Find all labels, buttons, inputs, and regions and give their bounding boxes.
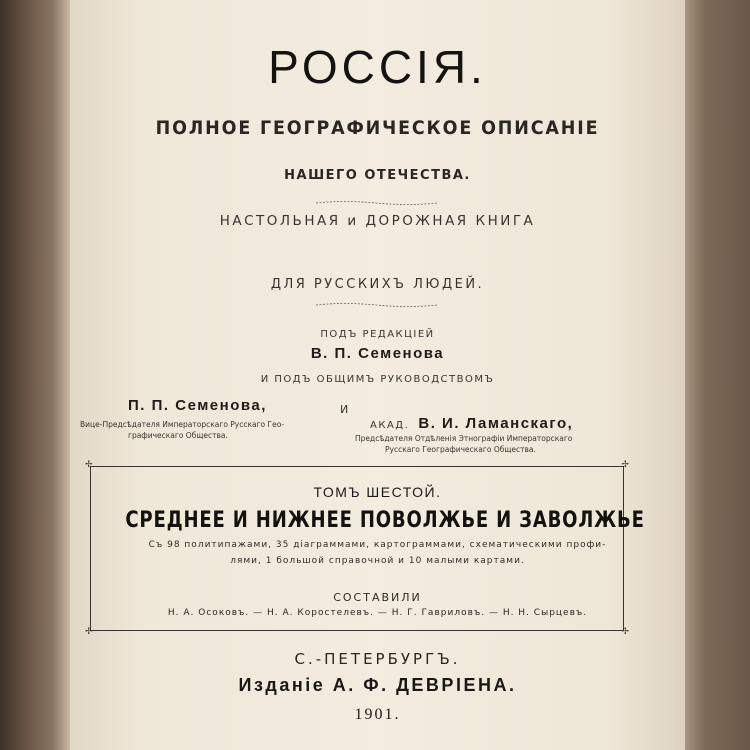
editor-name: В. П. Семенова [310,345,445,362]
volume-label: ТОМЪ ШЕСТОЙ. [313,484,442,500]
frame-corner-ornament: ✢ [85,627,93,637]
frame-corner-ornament: ✢ [85,460,93,470]
volume-note-line-2: лями, 1 большой справочной и 10 малыми картами. [230,556,525,566]
director-right-title-1: Предсѣдателя Отдѣленія Этнографіи Императорскаго [355,434,573,443]
publication-year: 1901. [354,706,401,723]
director-left-title-2: графическаго Общества. [128,431,228,440]
editor-label: ПОДЪ РЕДАКЦІЕЙ [320,329,435,340]
title-page [70,0,685,750]
book-subtitle: ПОЛНОЕ ГЕОГРАФИЧЕСКОЕ ОПИСАНІЕ [155,117,600,139]
director-right-title-2: Русскаго Географическаго Общества. [385,445,536,454]
book-audience: ДЛЯ РУССКИХЪ ЛЮДЕЙ. [270,277,485,292]
book-description: НАСТОЛЬНАЯ и ДОРОЖНАЯ КНИГА [219,213,536,229]
book-spine-shadow [0,0,70,750]
director-left-title-1: Вице-Предсѣдателя Императорскаго Русскаго Гео- [80,420,285,429]
director-left-name: П. П. Семенова, [128,397,267,414]
ornament-divider [314,302,439,308]
frame-corner-ornament: ✢ [621,460,629,470]
book-subtitle-line-2: НАШЕГО ОТЕЧЕСТВА. [284,168,471,183]
compilers-label: СОСТАВИЛИ [333,591,422,604]
frame-corner-ornament: ✢ [621,627,629,637]
compilers-list: Н. А. Осоковъ. — Н. А. Коростелевъ. — Н. Г. Гавриловъ. — Н. Н. Сырцевъ. [167,608,588,618]
volume-note-line-1: Съ 98 политипажами, 35 діаграммами, картограммами, схематическими профи- [148,540,607,550]
direction-label: И ПОДЪ ОБЩИМЪ РУКОВОДСТВОМЪ [260,374,495,385]
publication-city: С.-ПЕТЕРБУРГЪ. [294,650,461,668]
book-title: РОССІЯ. [268,41,487,93]
director-right-name-line [370,413,573,432]
ornament-divider [314,200,439,206]
page-edge [685,0,750,750]
director-right-prefix: АКАД. [370,420,410,431]
conjunction-and: И [340,403,350,416]
director-right-name: В. И. Ламанскаго, [418,415,574,432]
publisher: Изданіе А. Ф. ДЕВРІЕНА. [238,675,517,695]
volume-title: СРЕДНЕЕ И НИЖНЕЕ ПОВОЛЖЬЕ И ЗАВОЛЖЬЕ [125,508,645,533]
